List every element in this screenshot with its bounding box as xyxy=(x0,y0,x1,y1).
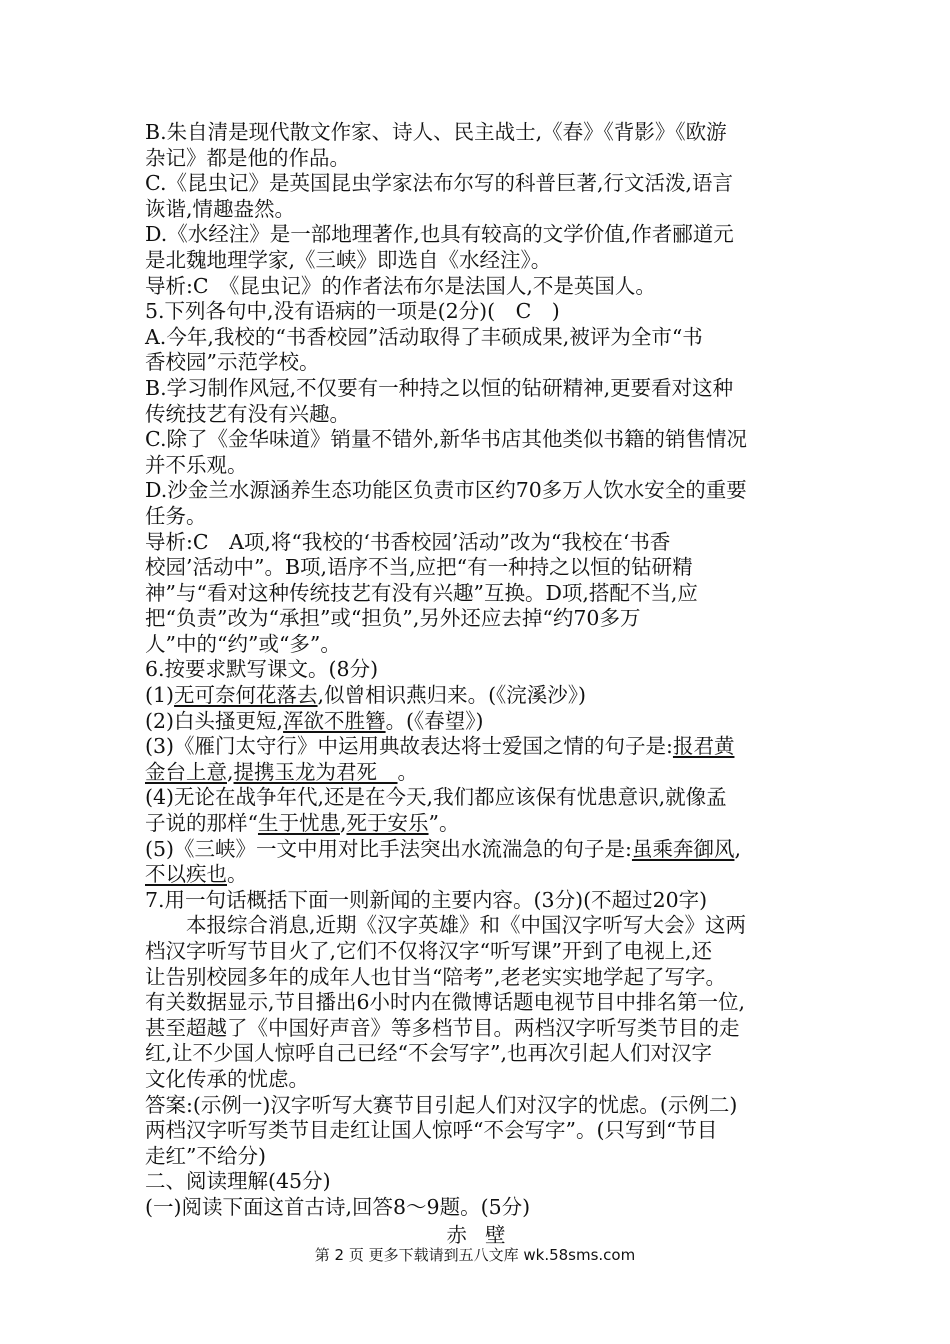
text-line: 走红”不给分) xyxy=(145,1143,266,1168)
text-segment: 。 xyxy=(227,862,248,887)
page-footer: 第 2 页 更多下载请到五八文库 wk.58sms.com xyxy=(314,1246,636,1264)
text-line: 红,让不少国人惊呼自己已经“不会写字”,也再次引起人们对汉字 xyxy=(145,1041,712,1066)
text-line xyxy=(145,837,825,863)
question-7: 7.用一句话概括下面一则新闻的主要内容。(3分)(不超过20字) xyxy=(145,887,708,912)
answer-underlined: 虽乘奔御风 xyxy=(631,836,735,861)
answer-underlined: 生于忧患 xyxy=(257,811,340,836)
answer-underlined: 死于安乐 xyxy=(346,811,429,836)
text-line: 神”与“看对这种传统技艺有没有兴趣”互换。D项,搭配不当,应 xyxy=(145,580,698,605)
subsection-heading: (一)阅读下面这首古诗,回答8～9题。(5分) xyxy=(145,1194,531,1219)
text-line xyxy=(145,760,825,786)
text-segment: (2)白头搔更短, xyxy=(145,708,284,733)
text-segment: ,似曾相识燕归来。(《浣溪沙》) xyxy=(317,683,587,708)
text-segment: , xyxy=(734,836,741,861)
text-line: 文化传承的忧虑。 xyxy=(145,1066,309,1091)
answer-underlined: 无可奈何花落去 xyxy=(174,683,318,708)
answer-underlined: 提携玉龙为君死 xyxy=(233,759,398,784)
text-line: 甚至超越了《中国好声音》等多档节目。两档汉字听写类节目的走 xyxy=(145,1015,740,1040)
text-line: 档汉字听写节目火了,它们不仅将汉字“听写课”开到了电视上,还 xyxy=(145,939,712,963)
text-line: 让告别校园多年的成年人也甘当“陪考”,老老实实地学起了写字。 xyxy=(145,964,726,989)
answer-underlined: 金台上意 xyxy=(145,759,227,784)
text-line: 有关数据显示,节目播出6小时内在微博话题电视节目中排名第一位, xyxy=(145,990,746,1015)
text-line: 导析:C A项,将“我校的‘书香校园’活动”改为“我校在‘书香 xyxy=(145,529,671,554)
text-line: 传统技艺有没有兴趣。 xyxy=(145,401,350,426)
answer-underlined: 报君黄 xyxy=(672,734,735,759)
text-line: 校园’活动中”。B项,语序不当,应把“有一种持之以恒的钻研精 xyxy=(145,555,693,580)
text-line xyxy=(145,811,825,837)
text-segment: (5)《三峡》一文中用对比手法突出水流湍急的句子是: xyxy=(145,836,632,861)
text-line: 两档汉字听写类节目走红让国人惊呼“不会写字”。(只写到“节目 xyxy=(145,1118,718,1143)
text-line: 人”中的“约”或“多”。 xyxy=(145,631,341,656)
text-line: B.朱自清是现代散文作家、诗人、民主战士,《春》《背影》《欧游 xyxy=(145,120,727,144)
text-line: D.《水经注》是一部地理著作,也具有较高的文学价值,作者郦道元 xyxy=(145,222,734,247)
text-segment: (3)《雁门太守行》中运用典故表达将士爱国之情的句子是: xyxy=(145,734,673,759)
document-body xyxy=(145,120,825,1248)
text-line: C.《昆虫记》是英国昆虫学家法布尔写的科普巨著,行文活泼,语言 xyxy=(145,171,734,196)
answer-underlined: 不以疾也 xyxy=(145,862,227,887)
text-segment: , xyxy=(339,811,347,836)
answer-line: 答案:(示例一)汉字听写大赛节目引起人们对汉字的忧虑。(示例二) xyxy=(145,1092,738,1117)
text-segment: 。(《春望》) xyxy=(385,708,484,733)
text-line: 是北魏地理学家,《三峡》即选自《水经注》。 xyxy=(145,247,552,272)
question-6: 6.按要求默写课文。(8分) xyxy=(145,657,379,682)
text-line xyxy=(145,709,825,735)
text-line: D.沙金兰水源涵养生态功能区负责市区约70多万人饮水安全的重要 xyxy=(145,478,747,503)
section-heading: 二、阅读理解(45分) xyxy=(145,1169,331,1194)
answer-underlined: 浑欲不胜簪 xyxy=(283,708,386,733)
text-line: C.除了《金华味道》销量不错外,新华书店其他类似书籍的销售情况 xyxy=(145,427,747,452)
text-line: A.今年,我校的“书香校园”活动取得了丰硕成果,被评为全市“书 xyxy=(145,324,703,349)
text-line: B.学习制作风冠,不仅要有一种持之以恒的钻研精神,更要看对这种 xyxy=(145,375,734,400)
text-line: 并不乐观。 xyxy=(145,452,248,477)
text-line: 任务。 xyxy=(145,503,207,528)
poem-title: 赤壁 xyxy=(446,1222,524,1247)
question-5: 5.下列各句中,没有语病的一项是(2分)( C ) xyxy=(145,299,560,324)
text-segment: (1) xyxy=(145,683,175,708)
text-line xyxy=(145,683,825,709)
text-line: (4)无论在战争年代,还是在今天,我们都应该保有忧患意识,就像孟 xyxy=(145,785,727,810)
text-segment: ”。 xyxy=(428,811,460,836)
news-paragraph-line: 本报综合消息,近期《汉字英雄》和《中国汉字听写大会》这两 xyxy=(186,913,747,938)
text-line: 导析:C 《昆虫记》的作者法布尔是法国人,不是英国人。 xyxy=(145,273,656,298)
text-segment: 。 xyxy=(397,759,419,784)
text-segment: 子说的那样“ xyxy=(145,811,258,836)
text-line: 杂记》都是他的作品。 xyxy=(145,145,350,170)
text-line: 把“负责”改为“承担”或“担负”,另外还应去掉“约70多万 xyxy=(145,606,641,631)
text-line: 诙谐,情趣盎然。 xyxy=(145,196,296,221)
text-line: 香校园”示范学校。 xyxy=(145,350,320,375)
text-line xyxy=(145,734,825,760)
text-line xyxy=(145,862,825,888)
text-segment: , xyxy=(227,759,234,784)
